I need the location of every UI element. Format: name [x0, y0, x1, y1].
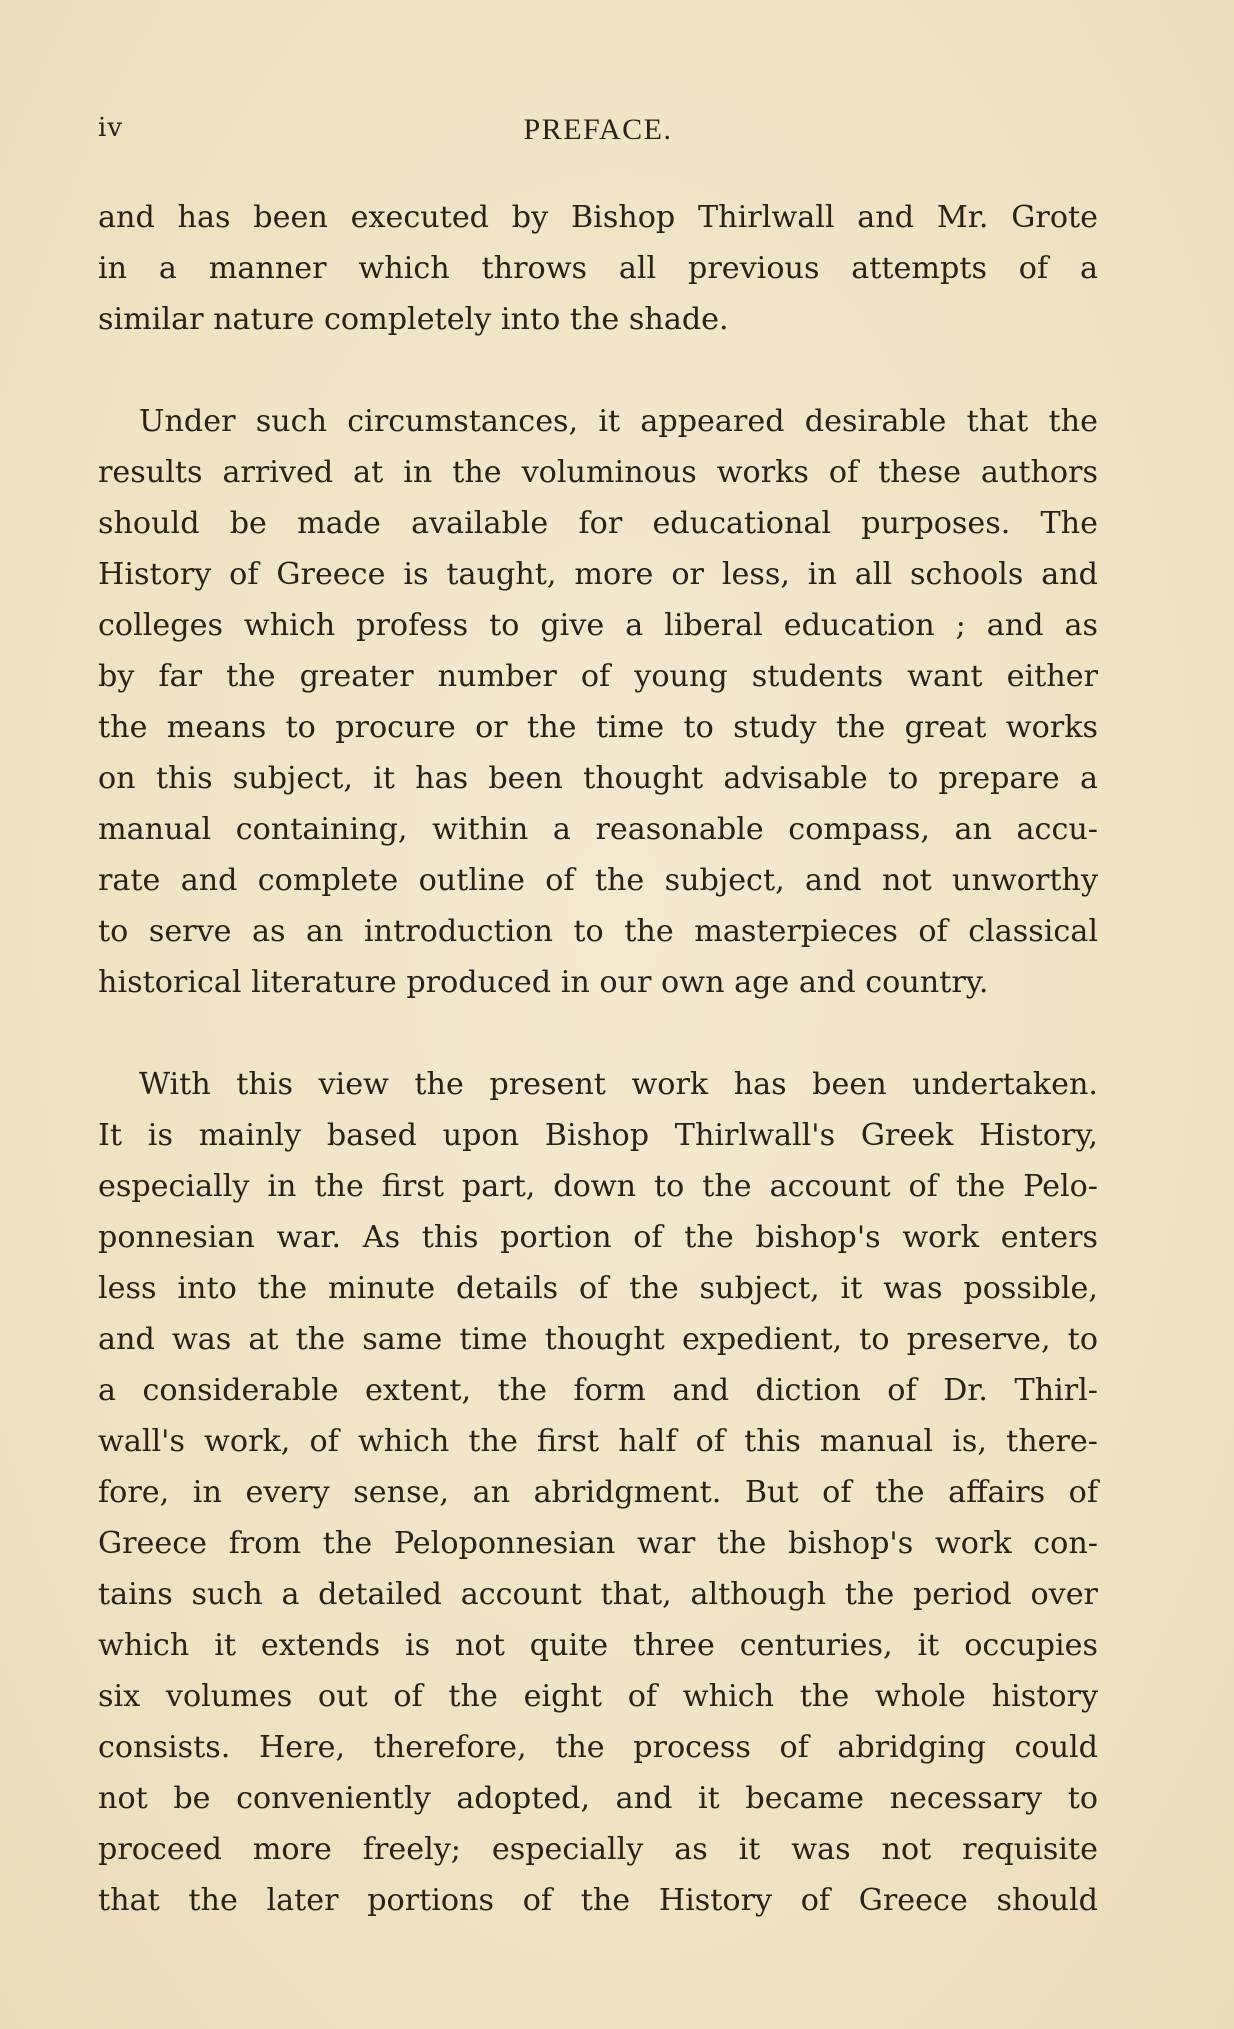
- text-line: in a manner which throws all previous attempts of a: [98, 251, 1098, 286]
- text-line: Greece from the Peloponnesian war the bishop's work con-: [98, 1526, 1098, 1561]
- text-line: History of Greece is taught, more or less, in all schools and: [98, 557, 1098, 592]
- text-line: that the later portions of the History of Greece should: [98, 1883, 1098, 1918]
- text-line: on this subject, it has been thought advisable to prepare a: [98, 761, 1098, 796]
- text-line: by far the greater number of young students want either: [98, 659, 1098, 694]
- text-line: tains such a detailed account that, although the period over: [98, 1577, 1098, 1612]
- text-line: Under such circumstances, it appeared desirable that the: [139, 404, 1098, 439]
- text-line: similar nature completely into the shade.: [98, 302, 729, 337]
- text-line: should be made available for educational purposes. The: [98, 506, 1098, 541]
- page-header: [98, 113, 1098, 153]
- text-line: With this view the present work has been undertaken.: [139, 1067, 1098, 1102]
- text-line: and was at the same time thought expedient, to preserve, to: [98, 1322, 1098, 1357]
- text-line: not be conveniently adopted, and it became necessary to: [98, 1781, 1098, 1816]
- text-line: It is mainly based upon Bishop Thirlwall's Greek History,: [98, 1118, 1098, 1153]
- paragraph-2: [98, 396, 1098, 1008]
- body-text: [98, 192, 1098, 1977]
- text-line: and has been executed by Bishop Thirlwall and Mr. Grote: [98, 200, 1098, 235]
- text-line: six volumes out of the eight of which the whole history: [98, 1679, 1098, 1714]
- text-line: a considerable extent, the form and diction of Dr. Thirl-: [98, 1373, 1098, 1408]
- text-line: less into the minute details of the subject, it was possible,: [98, 1271, 1098, 1306]
- text-line: the means to procure or the time to study the great works: [98, 710, 1098, 745]
- text-line: to serve as an introduction to the masterpieces of classical: [98, 914, 1098, 949]
- text-line: historical literature produced in our own age and country.: [98, 965, 989, 1000]
- running-head: PREFACE.: [523, 113, 673, 146]
- text-line: wall's work, of which the first half of this manual is, there-: [98, 1424, 1098, 1459]
- text-line: manual containing, within a reasonable compass, an accu-: [98, 812, 1098, 847]
- paragraph-1: [98, 192, 1098, 345]
- text-line: consists. Here, therefore, the process of abridging could: [98, 1730, 1098, 1765]
- text-line: ponnesian war. As this portion of the bishop's work enters: [98, 1220, 1098, 1255]
- text-line: rate and complete outline of the subject, and not unworthy: [98, 863, 1098, 898]
- paragraph-3: [98, 1059, 1098, 1926]
- text-line: which it extends is not quite three centuries, it occupies: [98, 1628, 1098, 1663]
- text-line: especially in the first part, down to the account of the Pelo-: [98, 1169, 1098, 1204]
- text-line: proceed more freely; especially as it was not requisite: [98, 1832, 1098, 1867]
- text-line: colleges which profess to give a liberal education ; and as: [98, 608, 1098, 643]
- page-number: iv: [98, 113, 124, 143]
- text-line: fore, in every sense, an abridgment. But of the affairs of: [98, 1475, 1098, 1510]
- text-line: results arrived at in the voluminous works of these authors: [98, 455, 1098, 490]
